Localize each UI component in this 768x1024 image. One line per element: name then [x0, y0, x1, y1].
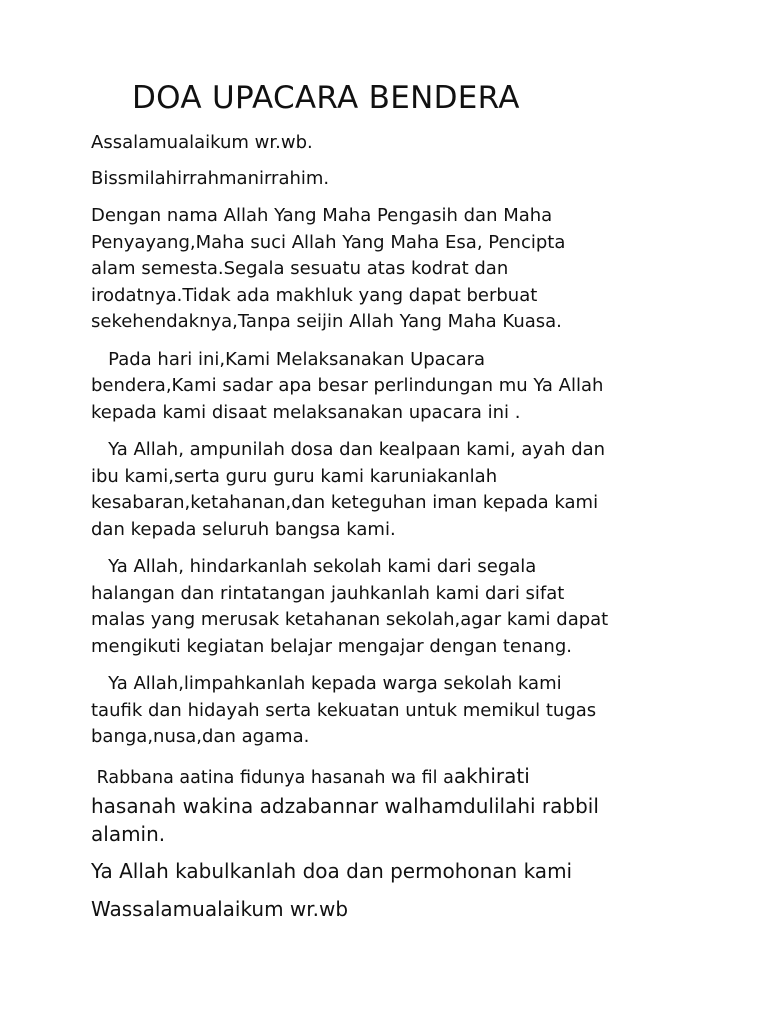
paragraph-limpahkanlah — [91, 671, 691, 751]
paragraph-line: irodatnya.Tidak ada makhluk yang dapat berbuat — [91, 284, 538, 306]
paragraph-line: banga,nusa,dan agama. — [91, 726, 310, 747]
paragraph-upacara — [91, 347, 691, 427]
paragraph-line — [91, 762, 691, 792]
basmalah-line: Bissmilahirrahmanirrahim. — [91, 167, 330, 189]
paragraph-hindarkanlah — [91, 554, 691, 660]
paragraph-line: Penyayang,Maha suci Allah Yang Maha Esa, Pencipta — [91, 231, 566, 253]
paragraph-opening — [91, 203, 691, 336]
paragraph-line: mengikuti kegiatan belajar mengajar dengan tenang. — [91, 635, 572, 657]
paragraph-line: halangan dan rintatangan jauhkanlah kami dari sifat — [91, 582, 565, 604]
paragraph-line: alam semesta.Segala sesuatu atas kodrat dan — [91, 258, 509, 279]
paragraph-line: alamin. — [91, 821, 166, 846]
closing-prayer-line: Ya Allah kabulkanlah doa dan permohonan kami — [91, 858, 573, 883]
paragraph-rabbana — [91, 762, 691, 848]
document-title: DOA UPACARA BENDERA — [132, 80, 520, 116]
paragraph-line: taufik dan hidayah serta kekuatan untuk memikul tugas — [91, 699, 597, 721]
paragraph-line: Ya Allah, ampunilah dosa dan kealpaan kami, ayah dan — [91, 439, 606, 460]
paragraph-line: Ya Allah,limpahkanlah kepada warga sekolah kami — [91, 673, 562, 694]
paragraph-line: Ya Allah, hindarkanlah sekolah kami dari segala — [91, 556, 537, 577]
paragraph-line: Dengan nama Allah Yang Maha Pengasih dan Maha — [91, 205, 553, 226]
paragraph-line: bendera,Kami sadar apa besar perlindungan mu Ya Allah — [91, 375, 604, 396]
farewell-line: Wassalamualaikum wr.wb — [91, 896, 349, 921]
document-body — [91, 130, 691, 924]
paragraph-line: ibu kami,serta guru guru kami karuniakanlah — [91, 465, 498, 487]
paragraph-line: malas yang merusak ketahanan sekolah,agar kami dapat — [91, 609, 609, 630]
paragraph-line: Pada hari ini,Kami Melaksanakan Upacara — [91, 348, 486, 370]
paragraph-line: hasanah wakina adzabannar walhamdulilahi rabbil — [91, 793, 599, 818]
greeting-line: Assalamualaikum wr.wb. — [91, 132, 313, 153]
rabbana-rest-text: akhirati — [453, 763, 530, 788]
paragraph-line: kesabaran,ketahanan,dan keteguhan iman kepada kami — [91, 492, 599, 513]
paragraph-line: kepada kami disaat melaksanakan upacara ini . — [91, 401, 521, 423]
paragraph-line: dan kepada seluruh bangsa kami. — [91, 518, 396, 540]
paragraph-ampunilah — [91, 437, 691, 543]
paragraph-line: sekehendaknya,Tanpa seijin Allah Yang Maha Kuasa. — [91, 311, 562, 332]
rabbana-lead-text: Rabbana aatina fidunya hasanah wa fil a — [91, 767, 454, 788]
